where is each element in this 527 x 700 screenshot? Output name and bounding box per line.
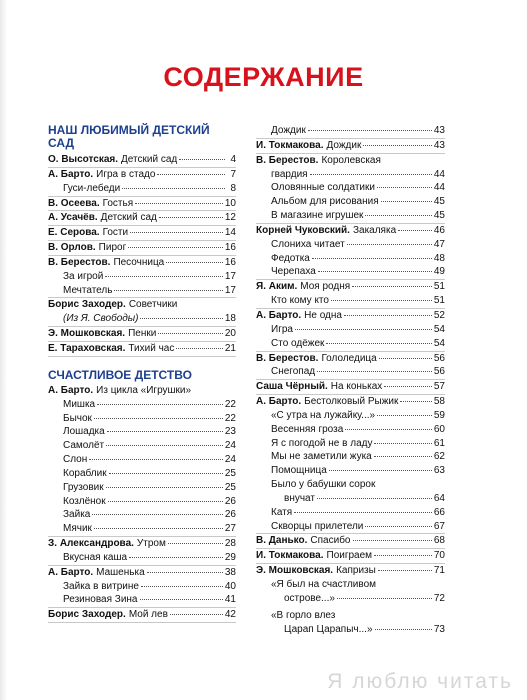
toc-page-number: 12	[224, 212, 236, 224]
toc-page-number: 52	[433, 309, 445, 321]
toc-page-number: 25	[224, 467, 236, 479]
toc-author: З. Александрова.	[48, 538, 134, 550]
toc-title: Машенька	[96, 566, 145, 578]
toc-entry[interactable]	[48, 312, 236, 327]
toc-leader-dots	[92, 514, 223, 515]
toc-leader-dots	[89, 459, 223, 460]
toc-leader-dots	[108, 501, 223, 502]
toc-page-number: 20	[224, 328, 236, 340]
toc-leader-dots	[170, 614, 223, 615]
toc-page-number: 26	[224, 509, 236, 521]
toc-entry[interactable]	[256, 352, 445, 366]
toc-entry[interactable]	[256, 492, 445, 506]
toc-leader-dots	[94, 418, 223, 419]
toc-title: Мячик	[63, 523, 92, 535]
toc-leader-dots	[114, 290, 222, 291]
toc-title: острове...»	[284, 592, 335, 604]
toc-page-number: 14	[224, 227, 236, 239]
toc-entry[interactable]	[256, 337, 445, 352]
toc-author: Корней Чуковский.	[256, 224, 350, 236]
toc-leader-dots	[365, 215, 431, 216]
toc-leader-dots	[384, 386, 432, 387]
toc-entry[interactable]	[256, 409, 445, 423]
toc-page-number: 58	[433, 396, 445, 408]
toc-author: А. Барто.	[48, 168, 94, 180]
toc-leader-dots	[176, 348, 223, 349]
toc-entry[interactable]	[256, 309, 445, 323]
toc-title: гвардия	[271, 168, 308, 180]
toc-page-number: 7	[230, 168, 236, 180]
toc-leader-dots	[374, 443, 431, 444]
toc-title: Мечтатель	[63, 284, 113, 296]
toc-entry[interactable]	[48, 537, 236, 551]
toc-entry-head[interactable]	[48, 384, 236, 398]
toc-page-number: 27	[224, 523, 236, 535]
toc-author: А. Барто.	[256, 396, 302, 408]
toc-list-right-middle	[256, 168, 445, 479]
toc-author: В. Данько.	[256, 535, 308, 547]
toc-page-number: 26	[224, 495, 236, 507]
toc-page-number: 29	[224, 551, 236, 563]
toc-leader-dots	[363, 145, 432, 146]
toc-entry[interactable]	[48, 241, 236, 256]
toc-page-number: 16	[224, 242, 236, 254]
toc-right-column	[256, 124, 445, 636]
toc-title: Самолёт	[63, 440, 105, 452]
toc-leader-dots	[130, 232, 223, 233]
toc-title: Резиновая Зина	[63, 594, 138, 606]
toc-page-number: 24	[224, 454, 236, 466]
toc-leader-dots	[294, 512, 432, 513]
toc-list-kindergarten	[48, 153, 236, 298]
toc-title: Помощница	[271, 465, 327, 477]
toc-page-number: 38	[224, 566, 236, 578]
toc-leader-dots	[106, 445, 223, 446]
toc-leader-dots	[140, 599, 223, 600]
toc-page-number: 46	[433, 224, 445, 236]
toc-title: внучат	[284, 492, 315, 504]
toc-page-number: 62	[433, 451, 445, 463]
toc-leader-dots	[381, 201, 432, 202]
toc-entry[interactable]	[256, 294, 445, 309]
toc-title: Сто одёжек	[271, 337, 325, 349]
toc-leader-dots	[378, 570, 432, 571]
toc-leader-dots	[157, 174, 225, 175]
toc-title: На коньках	[330, 381, 383, 393]
toc-leader-dots	[347, 244, 432, 245]
toc-page-number: 68	[433, 535, 445, 547]
toc-title: Тихий час	[128, 342, 175, 354]
toc-author: Борис Заходер.	[48, 299, 126, 311]
toc-entry[interactable]	[256, 139, 445, 154]
section-title-happy-childhood: СЧАСТЛИВОЕ ДЕТСТВО	[48, 367, 192, 382]
toc-leader-dots	[374, 555, 432, 556]
toc-author: Я. Аким.	[256, 281, 298, 293]
toc-entry-head[interactable]	[256, 578, 445, 592]
toc-leader-dots	[398, 230, 432, 231]
toc-page-number: 8	[230, 182, 236, 194]
toc-entry[interactable]	[256, 380, 445, 395]
toc-title: Грузовик	[63, 481, 104, 493]
toc-entry[interactable]	[48, 197, 236, 212]
toc-page-number: 51	[433, 281, 445, 293]
toc-title: Пенки	[128, 328, 157, 340]
toc-leader-dots	[166, 262, 223, 263]
toc-page-number: 25	[224, 481, 236, 493]
toc-title: Слониха читает	[271, 238, 345, 250]
toc-title: Дождик	[326, 139, 362, 151]
toc-author: И. Токмакова.	[256, 139, 324, 151]
toc-entry[interactable]	[48, 168, 236, 182]
toc-title: Скворцы прилетели	[271, 520, 364, 532]
toc-leader-dots	[179, 159, 225, 160]
toc-leader-dots	[141, 586, 223, 587]
toc-title: Гололедица	[321, 352, 377, 364]
toc-title: Моя родня	[300, 281, 351, 293]
toc-entry[interactable]	[48, 284, 236, 299]
toc-page-number: 63	[433, 465, 445, 477]
toc-entry[interactable]	[256, 280, 445, 294]
toc-page-number: 43	[433, 125, 445, 136]
toc-entry[interactable]	[256, 252, 445, 266]
toc-leader-dots	[97, 404, 223, 405]
toc-entry[interactable]	[256, 124, 445, 139]
toc-title: Гостья	[102, 197, 134, 209]
toc-entry-head[interactable]	[256, 154, 445, 168]
page-title: СОДЕРЖАНИЕ	[163, 62, 364, 92]
toc-page-number: 22	[224, 398, 236, 410]
toc-entry[interactable]	[48, 580, 236, 594]
toc-page-number: 70	[433, 550, 445, 562]
toc-author: А. Барто.	[48, 566, 94, 578]
toc-page-number: 61	[433, 437, 445, 449]
toc-entry[interactable]	[48, 566, 236, 580]
toc-author: О. Высотская.	[48, 154, 119, 165]
toc-entry[interactable]	[256, 238, 445, 252]
toc-entry[interactable]	[48, 211, 236, 226]
toc-title: Игра в стадо	[96, 168, 156, 180]
toc-entry[interactable]	[256, 265, 445, 280]
toc-entry[interactable]	[48, 256, 236, 270]
toc-title: Лошадка	[63, 426, 105, 438]
toc-title: Федотка	[271, 252, 310, 264]
toc-title: Снегопад	[271, 366, 316, 378]
toc-entry[interactable]	[256, 224, 445, 238]
toc-page-number: 49	[433, 266, 445, 278]
toc-title: Дождик	[271, 125, 306, 136]
toc-entry[interactable]	[48, 153, 236, 168]
toc-page-number: 51	[433, 295, 445, 307]
toc-title: Гости	[102, 227, 129, 239]
toc-leader-dots	[353, 540, 432, 541]
toc-entry[interactable]	[256, 534, 445, 549]
toc-title: Пирог	[98, 242, 127, 254]
toc-author: Е. Тараховская.	[48, 342, 126, 354]
toc-entry[interactable]	[256, 450, 445, 464]
toc-page-number: 59	[433, 409, 445, 421]
toc-leader-dots	[310, 174, 432, 175]
toc-title: Гуси-лебеди	[63, 182, 121, 194]
toc-entry[interactable]	[256, 464, 445, 478]
toc-author: В. Берестов.	[256, 154, 319, 166]
toc-leader-dots	[377, 415, 432, 416]
toc-page-number: 40	[224, 580, 236, 592]
toc-leader-dots	[318, 271, 432, 272]
toc-author: В. Осеева.	[48, 197, 100, 209]
toc-leader-dots	[375, 629, 432, 630]
toc-title: Я с погодой не в ладу	[271, 437, 373, 449]
toc-page-number: 73	[433, 623, 445, 635]
toc-page-number: 47	[433, 238, 445, 250]
toc-entry-head[interactable]	[256, 609, 445, 623]
toc-leader-dots	[352, 286, 432, 287]
toc-entry[interactable]	[48, 467, 236, 481]
toc-title: Зайка в витрине	[63, 580, 139, 592]
toc-leader-dots	[105, 276, 223, 277]
toc-leader-dots	[317, 371, 432, 372]
toc-page-number: 48	[433, 252, 445, 264]
toc-entry[interactable]	[256, 365, 445, 380]
toc-entry[interactable]	[256, 437, 445, 451]
toc-title: Советчики	[128, 299, 178, 311]
toc-title: Мы не заметили жука	[271, 451, 372, 463]
toc-page-number: 10	[224, 197, 236, 209]
toc-entry[interactable]	[48, 593, 236, 608]
toc-page-number: 45	[433, 196, 445, 208]
toc-author: В. Орлов.	[48, 242, 96, 254]
toc-page-number: 45	[433, 210, 445, 222]
toc-entry[interactable]	[256, 168, 445, 182]
toc-entry[interactable]	[48, 495, 236, 509]
toc-page-number: 60	[433, 423, 445, 435]
toc-author: А. Барто.	[256, 309, 302, 321]
toc-leader-dots	[308, 130, 432, 131]
toc-entry[interactable]	[48, 425, 236, 439]
toc-page-number: 64	[433, 492, 445, 504]
toc-page-number: 54	[433, 337, 445, 349]
toc-entry-head[interactable]	[48, 298, 236, 312]
toc-leader-dots	[128, 247, 223, 248]
toc-leader-dots	[326, 343, 431, 344]
toc-author: Борис Заходер.	[48, 609, 126, 621]
toc-title: Альбом для рисования	[271, 196, 379, 208]
toc-leader-dots	[140, 318, 222, 319]
toc-leader-dots	[295, 329, 432, 330]
toc-title: Зайка	[63, 509, 91, 521]
page-spine-shadow	[0, 0, 7, 700]
toc-entry[interactable]	[48, 342, 236, 357]
toc-title: Весенняя гроза	[271, 423, 344, 435]
toc-title: Мишка	[63, 398, 96, 410]
toc-leader-dots	[109, 473, 223, 474]
toc-leader-dots	[106, 487, 223, 488]
toc-title: Не одна	[304, 309, 342, 321]
toc-entry[interactable]	[48, 327, 236, 342]
toc-title: Царап Царапыч...»	[284, 623, 373, 635]
toc-leader-dots	[365, 526, 432, 527]
toc-leader-dots	[122, 188, 225, 189]
toc-title: Слон	[63, 454, 88, 466]
toc-page-number: 42	[224, 609, 236, 621]
toc-leader-dots	[107, 431, 223, 432]
toc-title: «Я был на счастливом	[271, 579, 377, 590]
toc-entry[interactable]	[48, 481, 236, 495]
toc-title: В магазине игрушек	[271, 210, 364, 222]
toc-entry-head[interactable]	[256, 478, 445, 492]
toc-title: Игра	[271, 323, 293, 335]
toc-leader-dots	[374, 456, 432, 457]
toc-leader-dots	[147, 572, 223, 573]
toc-entry[interactable]	[48, 608, 236, 623]
toc-entry[interactable]	[256, 520, 445, 535]
toc-page-number: 17	[224, 270, 236, 282]
toc-title: Поиграем	[326, 550, 373, 562]
toc-page-number: 23	[224, 426, 236, 438]
toc-author: Е. Серова.	[48, 227, 100, 239]
toc-leader-dots	[400, 401, 432, 402]
toc-entry[interactable]	[48, 412, 236, 426]
toc-title: Бестолковый Рыжик	[304, 396, 399, 408]
toc-author: А. Усачёв.	[48, 212, 98, 224]
toc-leader-dots	[158, 333, 223, 334]
toc-list-right-lower	[256, 492, 445, 578]
toc-entry[interactable]	[48, 439, 236, 453]
toc-leader-dots	[329, 470, 432, 471]
toc-author: Э. Мошковская.	[256, 565, 334, 577]
toc-entry[interactable]	[256, 209, 445, 224]
toc-title: Песочница	[113, 256, 165, 268]
toc-entry[interactable]	[48, 508, 236, 522]
toc-page-number: 28	[224, 538, 236, 550]
toc-page-number: 71	[433, 565, 445, 577]
toc-entry[interactable]	[256, 181, 445, 195]
toc-page-number: 43	[433, 139, 445, 151]
toc-entry[interactable]	[48, 182, 236, 197]
toc-page-number: 44	[433, 168, 445, 180]
toc-title: «С утра на лужайку...»	[271, 409, 376, 421]
toc-page-number: 18	[224, 313, 236, 325]
toc-title: Кто кому кто	[271, 295, 329, 307]
toc-leader-dots	[129, 557, 223, 558]
toc-title: «В горло влез	[271, 609, 336, 621]
toc-entry[interactable]	[256, 549, 445, 564]
toc-entry[interactable]	[256, 592, 445, 606]
toc-entry[interactable]	[256, 423, 445, 437]
toc-page-number: 44	[433, 182, 445, 194]
toc-title: Из цикла «Игрушки»	[96, 384, 192, 396]
toc-leader-dots	[337, 598, 432, 599]
toc-page-number: 54	[433, 323, 445, 335]
toc-leader-dots	[312, 258, 432, 259]
toc-list-right-top	[256, 124, 445, 154]
toc-title: За игрой	[63, 270, 104, 282]
toc-title: Оловянные солдатики	[271, 182, 375, 194]
toc-author: И. Токмакова.	[256, 550, 324, 562]
toc-author: Саша Чёрный.	[256, 381, 328, 393]
toc-entry[interactable]	[256, 195, 445, 209]
toc-entry[interactable]	[48, 398, 236, 412]
toc-entry[interactable]	[48, 453, 236, 467]
toc-leader-dots	[379, 358, 432, 359]
toc-title: Детский сад	[100, 212, 157, 224]
toc-entry[interactable]	[48, 226, 236, 241]
toc-page-number: 4	[230, 154, 236, 165]
toc-author: А. Барто.	[48, 384, 94, 396]
toc-title: Катя	[271, 506, 293, 518]
watermark-text: Я люблю читать	[327, 670, 513, 693]
toc-entry[interactable]	[48, 522, 236, 537]
toc-title: Вкусная каша	[63, 551, 128, 563]
toc-title: (Из Я. Свободы)	[63, 313, 139, 325]
toc-page-number: 66	[433, 506, 445, 518]
toc-title: Закаляка	[352, 224, 397, 236]
toc-left-column	[48, 124, 236, 623]
toc-author: В. Берестов.	[256, 352, 319, 364]
toc-title: Утром	[136, 538, 166, 550]
toc-page-number: 72	[433, 592, 445, 604]
toc-leader-dots	[344, 315, 432, 316]
toc-title: Кораблик	[63, 467, 107, 479]
toc-leader-dots	[377, 187, 432, 188]
toc-leader-dots	[168, 543, 223, 544]
toc-leader-dots	[94, 528, 223, 529]
toc-entry[interactable]	[256, 395, 445, 409]
toc-page-number: 41	[224, 594, 236, 606]
toc-entry[interactable]	[256, 623, 445, 637]
toc-title: Козлёнок	[63, 495, 106, 507]
toc-leader-dots	[345, 429, 432, 430]
toc-title: Королевская	[321, 154, 381, 166]
toc-entry[interactable]	[256, 564, 445, 578]
toc-author: Э. Мошковская.	[48, 328, 126, 340]
toc-leader-dots	[331, 300, 432, 301]
toc-author: В. Берестов.	[48, 256, 111, 268]
toc-title: Детский сад	[121, 154, 178, 165]
toc-entry[interactable]	[256, 323, 445, 337]
toc-entry[interactable]	[256, 506, 445, 520]
toc-page-number: 22	[224, 412, 236, 424]
toc-title: Черепаха	[271, 266, 316, 278]
toc-title: Капризы	[336, 565, 376, 577]
toc-page-number: 24	[224, 440, 236, 452]
toc-page-number: 56	[433, 366, 445, 378]
toc-title: Было у бабушки сорок	[271, 479, 376, 491]
toc-leader-dots	[159, 217, 223, 218]
toc-title: Спасибо	[310, 535, 351, 547]
toc-list-kindergarten-tail	[48, 327, 236, 357]
toc-title: Мой лев	[128, 609, 168, 621]
toc-leader-dots	[317, 498, 432, 499]
toc-page-number: 17	[224, 284, 236, 296]
section-title-kindergarten: НАШ ЛЮБИМЫЙ ДЕТСКИЙ САД	[48, 123, 210, 150]
toc-entry[interactable]	[48, 551, 236, 566]
toc-page-number: 21	[224, 342, 236, 354]
toc-page-number: 56	[433, 352, 445, 364]
toc-entry[interactable]	[48, 270, 236, 284]
toc-page-number: 67	[433, 520, 445, 532]
toc-list-happy-childhood	[48, 398, 236, 624]
toc-page-number: 57	[433, 381, 445, 393]
toc-title: Бычок	[63, 412, 92, 424]
toc-page-number: 16	[224, 256, 236, 268]
toc-leader-dots	[135, 203, 223, 204]
